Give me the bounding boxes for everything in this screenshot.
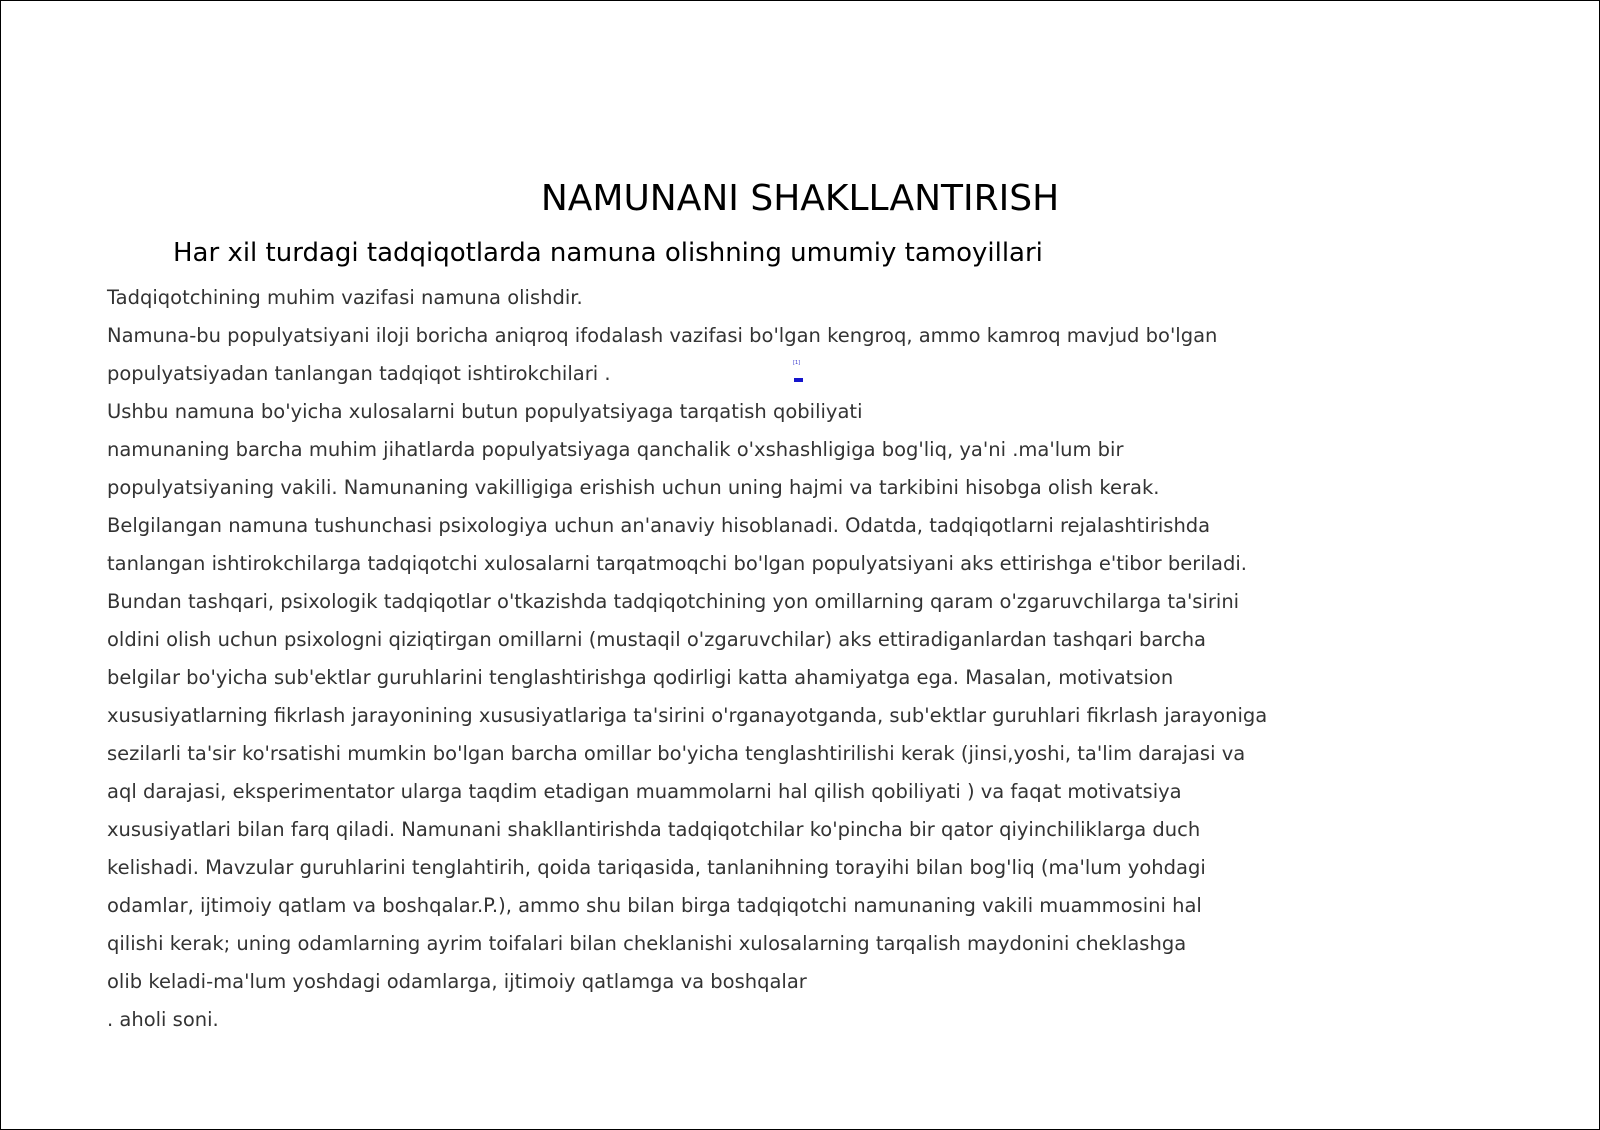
footnote-link[interactable]: [794, 378, 803, 382]
section-heading: Har xil turdagi tadqiqotlarda namuna olishning umumiy tamoyillari: [173, 238, 1043, 268]
text-line: Tadqiqotchining muhim vazifasi namuna olishdir.: [107, 286, 583, 309]
page-title: NAMUNANI SHAKLLANTIRISH: [540, 178, 1060, 219]
text-line: kelishadi. Mavzular guruhlarini tenglahtirih, qoida tariqasida, tanlanihning torayihi bilan bog'liq (ma'lum yohdagi: [107, 856, 1206, 879]
text-line: xususiyatlarning fikrlash jarayonining xususiyatlariga ta'sirini o'rganayotganda, sub'ektlar guruhlari fikrlash jarayoniga: [107, 704, 1268, 727]
footnote-marker: [1]: [793, 360, 801, 366]
text-line: sezilarli ta'sir ko'rsatishi mumkin bo'lgan barcha omillar bo'yicha tenglashtirilishi kerak (jinsi,yoshi, ta'lim darajasi va: [107, 742, 1246, 765]
text-line: namunaning barcha muhim jihatlarda populyatsiyaga qanchalik o'xshashligiga bog'liq, ya'ni .ma'lum bir: [107, 438, 1124, 461]
text-line: populyatsiyaning vakili. Namunaning vakilligiga erishish uchun uning hajmi va tarkibini hisobga olish kerak.: [107, 476, 1160, 499]
text-line: oldini olish uchun psixologni qiziqtirgan omillarni (mustaqil o'zgaruvchilar) aks ettiradiganlardan tashqari barcha: [107, 628, 1206, 651]
text-line: . aholi soni.: [107, 1008, 219, 1031]
text-line: aql darajasi, eksperimentator ularga taqdim etadigan muammolarni hal qilish qobiliyati ) va faqat motivatsiya: [107, 780, 1182, 803]
text-line: olib keladi-ma'lum yoshdagi odamlarga, ijtimoiy qatlamga va boshqalar: [107, 970, 807, 993]
text-line: Namuna-bu populyatsiyani iloji boricha aniqroq ifodalash vazifasi bo'lgan kengroq, ammo kamroq mavjud bo'lgan: [107, 324, 1218, 347]
text-line: belgilar bo'yicha sub'ektlar guruhlarini tenglashtirishga qodirligi katta ahamiyatga ega. Masalan, motivatsion: [107, 666, 1174, 689]
text-line: Bundan tashqari, psixologik tadqiqotlar o'tkazishda tadqiqotchining yon omillarning qaram o'zgaruvchilarga ta'sirini: [107, 590, 1240, 613]
text-line: odamlar, ijtimoiy qatlam va boshqalar.P.), ammo shu bilan birga tadqiqotchi namunaning vakili muammosini hal: [107, 894, 1202, 917]
text-line: tanlangan ishtirokchilarga tadqiqotchi xulosalarni tarqatmoqchi bo'lgan populyatsiyani aks ettirishga e'tibor beriladi.: [107, 552, 1247, 575]
text-line: populyatsiyadan tanlangan tadqiqot ishtirokchilari .: [107, 362, 611, 385]
text-line: Belgilangan namuna tushunchasi psixologiya uchun an'anaviy hisoblanadi. Odatda, tadqiqotlarni rejalashtirishda: [107, 514, 1211, 537]
text-line: Ushbu namuna bo'yicha xulosalarni butun populyatsiyaga tarqatish qobiliyati: [107, 400, 863, 423]
body-text: [107, 279, 1267, 1039]
text-line: qilishi kerak; uning odamlarning ayrim toifalari bilan cheklanishi xulosalarning tarqalish maydonini cheklashga: [107, 932, 1187, 955]
text-line: xususiyatlari bilan farq qiladi. Namunani shakllantirishda tadqiqotchilar ko'pincha bir qator qiyinchiliklarga duch: [107, 818, 1201, 841]
